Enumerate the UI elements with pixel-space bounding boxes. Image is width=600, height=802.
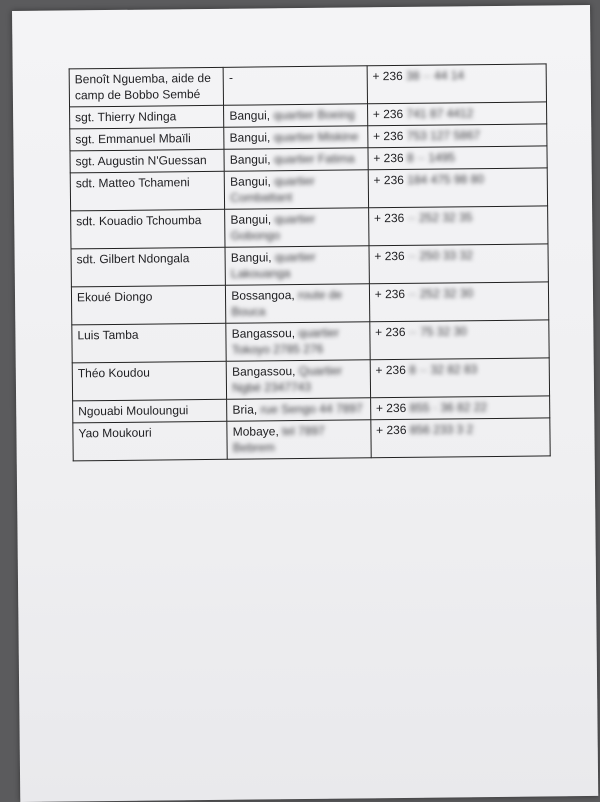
contact-phone-prefix: + 236	[374, 211, 405, 225]
contact-address: Bangui,	[230, 130, 271, 144]
contact-address-detail-redacted: quartier Gobongo	[231, 212, 316, 243]
contact-phone-cell	[369, 320, 549, 360]
contact-address-cell	[224, 126, 368, 150]
contact-address: Bangui,	[229, 108, 270, 122]
table-row	[70, 168, 547, 211]
contact-address-cell	[223, 66, 367, 105]
table-row	[72, 320, 549, 363]
contact-phone-cell	[368, 146, 548, 170]
contact-address: Bangui,	[230, 174, 271, 188]
contact-address: Mobaye,	[233, 424, 279, 438]
contact-phone-cell	[369, 282, 549, 322]
contact-address-cell	[227, 398, 371, 422]
contact-name-cell	[70, 105, 225, 129]
contact-name-cell	[71, 209, 226, 249]
contact-address-detail-redacted: quartier Fatima	[274, 151, 355, 166]
contact-address: Bangui,	[230, 212, 271, 226]
contact-name: Luis Tamba	[77, 328, 138, 343]
contact-phone-redacted: 753 127 5867	[407, 128, 481, 143]
contact-phone-redacted: 184 475 98 80	[407, 172, 484, 187]
contact-name-cell	[72, 323, 227, 363]
contact-address-cell	[226, 322, 370, 361]
contact-phone-redacted: ·· 252 32 30	[408, 286, 473, 301]
contact-phone-cell	[367, 64, 547, 104]
contact-table	[69, 63, 551, 461]
contact-phone-cell	[370, 358, 550, 398]
contact-phone-redacted: 8 ·· 32 82 83	[409, 362, 477, 377]
contact-phone-cell	[367, 124, 547, 148]
contact-address-cell	[225, 246, 369, 285]
contact-name: Ngouabi Mouloungui	[78, 403, 188, 418]
contact-phone-prefix: + 236	[374, 249, 405, 263]
contact-address-cell	[227, 420, 371, 459]
contact-phone-cell	[368, 168, 548, 208]
table-row	[69, 64, 546, 107]
contact-address: Bangui,	[231, 250, 272, 264]
contact-phone-redacted: 856 233 3 2	[410, 422, 474, 437]
contact-phone-prefix: + 236	[376, 401, 407, 415]
contact-address-detail-redacted: route de Bouca	[231, 288, 342, 319]
contact-name: Benoît Nguemba, aide de camp de Bobbo Sembé	[75, 71, 211, 102]
contact-name: sgt. Emmanuel Mbaïli	[75, 131, 191, 146]
contact-name-cell	[70, 127, 225, 151]
contact-phone-cell	[367, 102, 547, 126]
contact-phone-cell	[371, 418, 551, 458]
contact-address-detail-redacted: rue Sengo 44 7897	[260, 401, 362, 416]
contact-phone-prefix: + 236	[375, 287, 406, 301]
contact-name-cell	[71, 247, 226, 287]
table-row	[73, 418, 550, 461]
contact-address: Bangui,	[230, 152, 271, 166]
contact-name-cell	[73, 399, 228, 423]
contact-phone-prefix: + 236	[373, 173, 404, 187]
contact-address: Bangassou,	[232, 364, 296, 379]
contact-phone-redacted: 38 ·· 44 14	[406, 68, 464, 83]
contact-address-detail-redacted: tel 7897 Bebrem	[233, 424, 325, 455]
table-row	[71, 244, 548, 287]
contact-name: Yao Moukouri	[78, 426, 151, 441]
contact-phone-cell	[370, 396, 550, 420]
contact-address-detail-redacted: quartier Lakouanga	[231, 250, 316, 281]
contact-address-cell	[226, 360, 370, 399]
contact-name-cell	[72, 361, 227, 401]
contact-name: sdt. Kouadio Tchoumba	[76, 213, 201, 228]
contact-phone-redacted: 741 87 4412	[406, 106, 473, 121]
contact-address-cell	[225, 208, 369, 247]
contact-name: Théo Koudou	[78, 366, 150, 381]
contact-table-body	[69, 64, 550, 461]
contact-name-cell	[70, 149, 225, 173]
contact-phone-prefix: + 236	[373, 129, 404, 143]
contact-name-cell	[69, 67, 224, 107]
contact-phone-prefix: + 236	[375, 325, 406, 339]
contact-address: -	[229, 71, 233, 85]
contact-address-detail-redacted: quartier Miskine	[274, 129, 359, 144]
contact-address-detail-redacted: Quartier Ngbé 2347743	[232, 364, 342, 395]
contact-phone-prefix: + 236	[373, 107, 404, 121]
contact-phone-redacted: 8 ·· 1495	[407, 150, 455, 165]
contact-phone-prefix: + 236	[373, 151, 404, 165]
contact-name: Ekoué Diongo	[77, 290, 153, 305]
contact-name-cell	[73, 421, 228, 461]
contact-address: Bria,	[232, 402, 257, 416]
contact-address: Bangassou,	[232, 326, 296, 341]
contact-name-cell	[70, 171, 225, 211]
contact-address-detail-redacted: quartier Tokoyo 2785 276	[232, 326, 339, 357]
contact-address-cell	[224, 104, 368, 128]
contact-phone-cell	[368, 206, 548, 246]
paper-sheet	[12, 5, 598, 802]
contact-address-cell	[224, 170, 368, 209]
contact-phone-cell	[369, 244, 549, 284]
contact-phone-prefix: + 236	[376, 423, 407, 437]
table-row	[71, 282, 548, 325]
contact-phone-prefix: + 236	[375, 363, 406, 377]
contact-address-cell	[224, 148, 368, 172]
contact-name: sgt. Thierry Ndinga	[75, 109, 176, 124]
contact-name-cell	[71, 285, 226, 325]
contact-name: sdt. Matteo Tchameni	[76, 175, 190, 190]
contact-phone-prefix: + 236	[372, 69, 403, 83]
table-row	[71, 206, 548, 249]
contact-name: sgt. Augustin N'Guessan	[76, 153, 207, 168]
contact-address-detail-redacted: quartier Boeing	[273, 107, 355, 122]
contact-address: Bossangoa,	[231, 288, 295, 303]
contact-phone-redacted: ·· 252 32 35	[408, 210, 473, 225]
table-row	[72, 358, 549, 401]
contact-name: sdt. Gilbert Ndongala	[77, 251, 190, 266]
contact-address-cell	[226, 284, 370, 323]
contact-phone-redacted: ·· 250 33 32	[408, 248, 473, 263]
contact-phone-redacted: ·· 75 32 30	[409, 324, 467, 339]
contact-phone-redacted: 855 · 36 82 22	[410, 400, 488, 415]
contact-address-detail-redacted: quartier Combattant	[230, 174, 315, 205]
